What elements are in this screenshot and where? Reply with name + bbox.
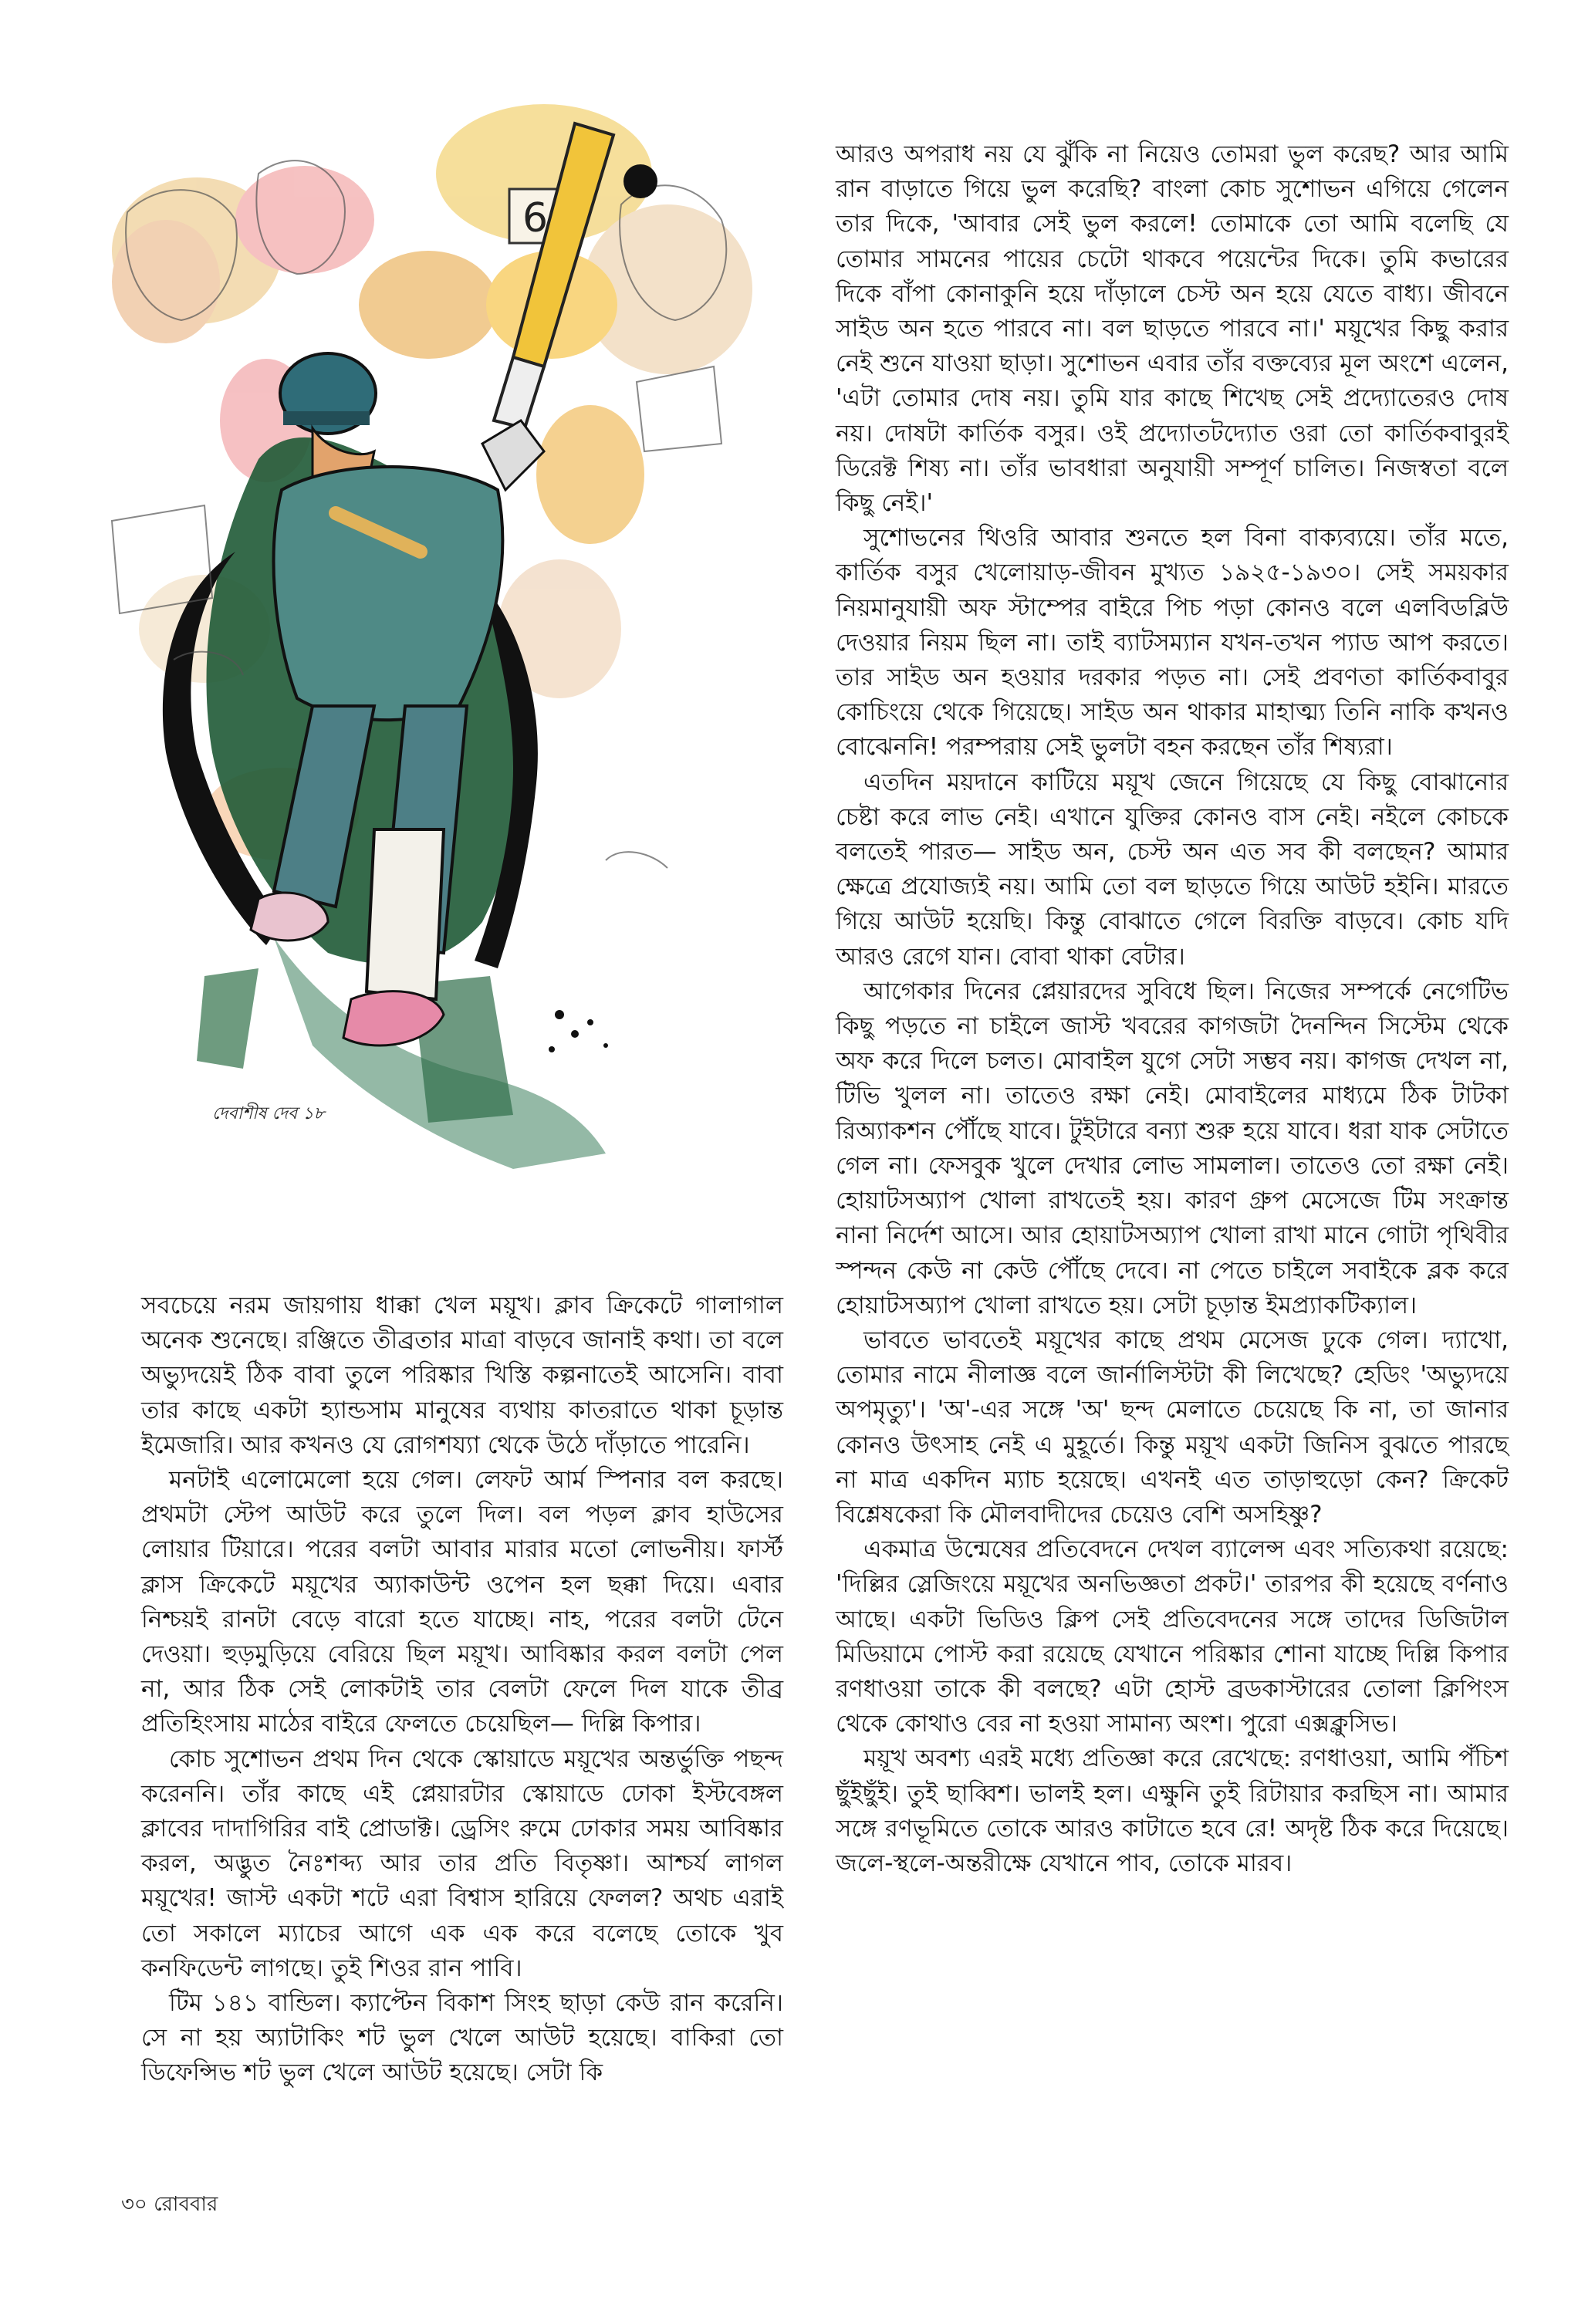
paragraph: ময়ূখ অবশ্য এরই মধ্যে প্রতিজ্ঞা করে রেখেছে: রণধাওয়া, আমি পঁচিশ ছুঁইছুঁই। তুই ছাব্বিশ। ভালই হল। এক্ষুনি তুই রিটায়ার করছিস না। আমার সঙ্গে রণভূমিতে তোকে আরও কাটাতে হবে রে! অদৃষ্ট ঠিক করে দিয়েছে। জলে-স্থলে-অন্তরীক্ষে যেখানে পাব, তোকে মারব। [836,1745,1509,1877]
page-folio: ৩০ রোববার [121,2193,218,2216]
cricket-batsman-illustration [81,89,799,1254]
paragraph: সবচেয়ে নরম জায়গায় ধাক্কা খেল ময়ূখ। ক্লাব ক্রিকেটে গালাগাল অনেক শুনেছে। রঞ্জিতে তীব্রতার মাত্রা বাড়বে জানাই কথা। তা বলে অভ্যুদয়েই ঠিক বাবা তুলে পরিষ্কার খিস্তি কল্পনাতেই আসেনি। বাবা তার কাছে একটা হ্যান্ডসাম মানুষের ব্যথায় কাতরাতে থাকা চূড়ান্ত ইমেজারি। আর কখনও যে রোগশয্যা থেকে উঠে দাঁড়াতে পারেনি। [141,1292,783,1459]
svg-text:6: 6 [522,195,549,242]
paragraph: মনটাই এলোমেলো হয়ে গেল। লেফট আর্ম স্পিনার বল করছে। প্রথমটা স্টেপ আউট করে তুলে দিল। বল পড়ল ক্লাব হাউসের লোয়ার টিয়ারে। পরের বলটা আবার মারার মতো লোভনীয়। ফার্স্ট ক্লাস ক্রিকেটে ময়ূখের অ্যাকাউন্ট ওপেন হল ছক্কা দিয়ে। এবার নিশ্চয়ই রানটা বেড়ে বারো হতে যাচ্ছে। নাহ, পরের বলটা টেনে দেওয়া। হুড়মুড়িয়ে বেরিয়ে ছিল ময়ূখ। আবিষ্কার করল বলটা পেল না, আর ঠিক সেই লোকটাই তার বেলটা ফেলে দিল যাকে তীব্র প্রতিহিংসায় মাঠের বাইরে ফেলতে চেয়েছিল— দিল্লি কিপার। [141,1466,783,1738]
article-column-right [836,137,1509,1881]
paragraph: একমাত্র উন্মেষের প্রতিবেদনে দেখল ব্যালেন্স এবং সত্যিকথা রয়েছে: 'দিল্লির স্লেজিংয়ে ময়ূখের অনভিজ্ঞতা প্রকট।' তারপর কী হয়েছে বর্ণনাও আছে। একটা ভিডিও ক্লিপ সেই প্রতিবেদনের সঙ্গে তাদের ডিজিটাল মিডিয়ামে পোস্ট করা রয়েছে যেখানে পরিষ্কার শোনা যাচ্ছে দিল্লি কিপার রণধাওয়া তাকে কী বলছে? এটা হোস্ট ব্রডকাস্টারের তোলা ক্লিপিংস থেকে কোথাও বের না হওয়া সামান্য অংশ। পুরো এক্সক্লুসিভ। [836,1535,1509,1738]
paragraph: সুশোভনের থিওরি আবার শুনতে হল বিনা বাক্যব্যয়ে। তাঁর মতে, কার্তিক বসুর খেলোয়াড়-জীবন মুখ্যত ১৯২৫-১৯৩০। সেই সময়কার নিয়মানুযায়ী অফ স্টাম্পের বাইরে পিচ পড়া কোনও বলে এলবিডব্লিউ দেওয়ার নিয়ম ছিল না। তাই ব্যাটসম্যান যখন-তখন প্যাড আপ করতে। তার সাইড অন হওয়ার দরকার পড়ত না। সেই প্রবণতা কার্তিকবাবুর কোচিংয়ে থেকে গিয়েছে। সাইড অন থাকার মাহাত্ম্য তিনি নাকি কখনও বোঝেননি! পরম্পরায় সেই ভুলটা বহন করছেন তাঁর শিষ্যরা। [836,524,1509,762]
paragraph: আরও অপরাধ নয় যে ঝুঁকি না নিয়েও তোমরা ভুল করেছ? আর আমি রান বাড়াতে গিয়ে ভুল করেছি? বাংলা কোচ সুশোভন এগিয়ে গেলেন তার দিকে, 'আবার সেই ভুল করলে! তোমাকে তো আমি বলেছি যে তোমার সামনের পায়ের চেটো থাকবে পয়েন্টের দিকে। তুমি কভারের দিকে বাঁপা কোনাকুনি হয়ে দাঁড়ালে চেস্ট অন হয়ে যেতে বাধ্য। জীবনে সাইড অন হতে পারবে না। বল ছাড়তে পারবে না।' ময়ূখের কিছু করার নেই শুনে যাওয়া ছাড়া। সুশোভন এবার তাঁর বক্তব্যের মূল অংশে এলেন, 'এটা তোমার দোষ নয়। তুমি যার কাছে শিখেছ সেই প্রদ্যোতেরও দোষ নয়। দোষটা কার্তিক বসুর। ওই প্রদ্যোতটদ্যোত ওরা তো কার্তিকবাবুরই ডিরেক্ট শিষ্য না। তাঁর ভাবধারা অনুযায়ী সম্পূর্ণ চালিত। নিজস্বতা বলে কিছু নেই।' [836,140,1509,518]
illustrator-signature: দেবাশীষ দেব ১৮ [212,1104,325,1123]
article-column-left [141,1289,783,2091]
paragraph: এতদিন ময়দানে কাটিয়ে ময়ূখ জেনে গিয়েছে যে কিছু বোঝানোর চেষ্টা করে লাভ নেই। এখানে যুক্তির কোনও বাস নেই। নইলে কোচকে বলতেই পারত— সাইড অন, চেস্ট অন এত সব কী বলছেন? আমার ক্ষেত্রে প্রযোজ্যই নয়। আমি তো বল ছাড়তে গিয়ে আউট হইনি। মারতে গিয়ে আউট হয়েছি। কিন্তু বোঝাতে গেলে বিরক্তি বাড়বে। কোচ যদি আরও রেগে যান। বোবা থাকা বেটার। [836,768,1509,971]
paragraph: কোচ সুশোভন প্রথম দিন থেকে স্কোয়াডে ময়ূখের অন্তর্ভুক্তি পছন্দ করেননি। তাঁর কাছে এই প্লেয়ারটার স্কোয়াডে ঢোকা ইস্টবেঙ্গল ক্লাবের দাদাগিরির বাই প্রোডাক্ট। ড্রেসিং রুমে ঢোকার সময় আবিষ্কার করল, অদ্ভুত নৈঃশব্দ্য আর তার প্রতি বিতৃষ্ণা। আশ্চর্য লাগল ময়ূখের! জাস্ট একটা শটে এরা বিশ্বাস হারিয়ে ফেলল? অথচ এরাই তো সকালে ম্যাচের আগে এক এক করে বলেছে তোকে খুব কনফিডেন্ট লাগছে। তুই শিওর রান পাবি। [141,1745,783,1982]
paragraph: আগেকার দিনের প্লেয়ারদের সুবিধে ছিল। নিজের সম্পর্কে নেগেটিভ কিছু পড়তে না চাইলে জাস্ট খবরের কাগজটা দৈনন্দিন সিস্টেম থেকে অফ করে দিলে চলত। মোবাইল যুগে সেটা সম্ভব নয়। কাগজ দেখল না, টিভি খুলল না। তাতেও রক্ষা নেই। মোবাইলের মাধ্যমে ঠিক টাটকা রিঅ্যাকশন পৌঁছে যাবে। টুইটারে বন্যা শুরু হয়ে যাবে। ধরা যাক সেটাতে গেল না। ফেসবুক খুলে দেখার লোভ সামলাল। তাতেও তো রক্ষা নেই। হোয়াটসঅ্যাপ খোলা রাখতেই হয়। কারণ গ্রুপ মেসেজে টিম সংক্রান্ত নানা নির্দেশ আসে। আর হোয়াটসঅ্যাপ খোলা রাখা মানে গোটা পৃথিবীর স্পন্দন কেউ না কেউ পৌঁছে দেবে। না পেতে চাইলে সবাইকে ব্লক করে হোয়াটসঅ্যাপ খোলা রাখতে হয়। সেটা চূড়ান্ত ইমপ্র্যাকটিক্যাল। [836,977,1509,1319]
paragraph: টিম ১৪১ বান্ডিল। ক্যাপ্টেন বিকাশ সিংহ ছাড়া কেউ রান করেনি। সে না হয় অ্যাটাকিং শট ভুল খেলে আউট হয়েছে। বাকিরা তো ডিফেন্সিভ শট ভুল খেলে আউট হয়েছে। সেটা কি [141,1989,783,2087]
paragraph: ভাবতে ভাবতেই ময়ূখের কাছে প্রথম মেসেজ ঢুকে গেল। দ্যাখো, তোমার নামে নীলাজ্ঞ বলে জার্নালিস্টটা কী লিখেছে? হেডিং 'অভ্যুদয়ে অপমৃত্যু'। 'অ'-এর সঙ্গে 'অ' ছন্দ মেলাতে চেয়েছে কি না, তা জানার কোনও উৎসাহ নেই এ মুহূর্তে। কিন্তু ময়ূখ একটা জিনিস বুঝতে পারছে না মাত্র একদিন ম্যাচ হয়েছে। এখনই এত তাড়াহুড়ো কেন? ক্রিকেট বিশ্লেষকেরা কি মৌলবাদীদের চেয়েও বেশি অসহিষ্ণু? [836,1326,1509,1529]
